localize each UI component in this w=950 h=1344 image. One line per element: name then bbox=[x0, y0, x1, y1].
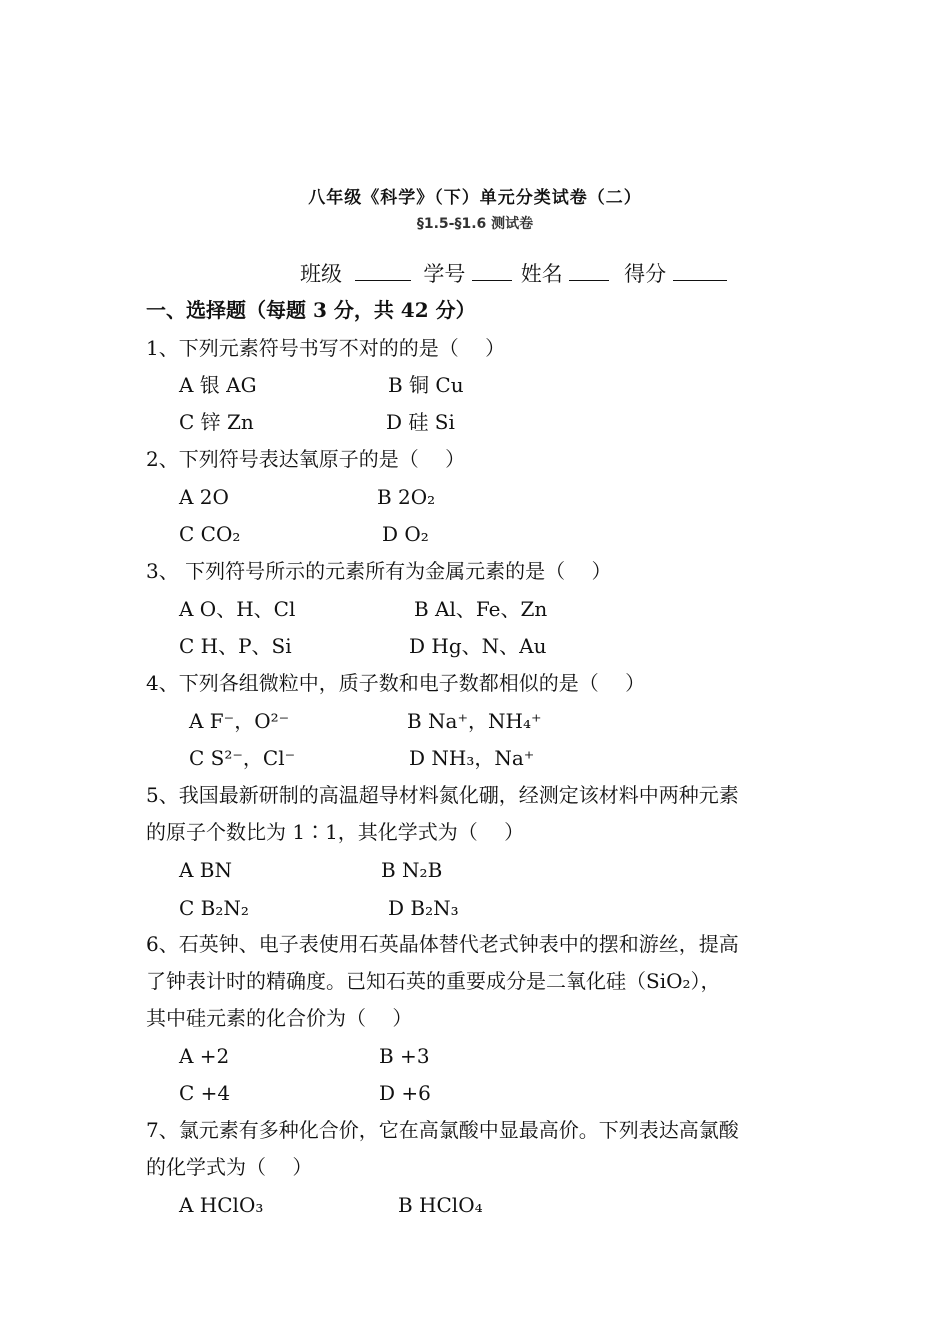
question-stem-cont: 的原子个数比为 1∶1，其化学式为（ ） bbox=[146, 820, 525, 844]
option-a: A 银 AG bbox=[179, 373, 257, 397]
id-blank[interactable] bbox=[472, 260, 512, 281]
option-c: C B₂N₂ bbox=[179, 896, 249, 920]
student-info-line bbox=[300, 258, 727, 288]
option-d: D +6 bbox=[379, 1081, 431, 1105]
question-stem: 6、石英钟、电子表使用石英晶体替代老式钟表中的摆和游丝，提高 bbox=[146, 932, 739, 956]
score-label: 得分 bbox=[624, 262, 667, 286]
question-stem: 2、下列符号表达氧原子的是（ ） bbox=[146, 447, 466, 471]
option-b: B +3 bbox=[379, 1044, 430, 1068]
id-label: 学号 bbox=[423, 262, 466, 286]
question-stem-cont: 其中硅元素的化合价为（ ） bbox=[146, 1006, 413, 1030]
question-stem: 4、下列各组微粒中，质子数和电子数都相似的是（ ） bbox=[146, 671, 646, 695]
exam-title: 八年级《科学》（下）单元分类试卷（二） bbox=[308, 188, 642, 208]
question-stem-cont: 的化学式为（ ） bbox=[146, 1155, 313, 1179]
option-d: D O₂ bbox=[382, 522, 429, 546]
option-c: C S²⁻，Cl⁻ bbox=[189, 746, 296, 770]
option-d: D 硅 Si bbox=[386, 410, 455, 434]
option-b: B Al、Fe、Zn bbox=[414, 597, 548, 621]
option-d: D Hg、N、Au bbox=[409, 634, 547, 658]
option-c: C 锌 Zn bbox=[179, 410, 254, 434]
class-blank[interactable] bbox=[355, 260, 411, 281]
name-blank[interactable] bbox=[569, 260, 609, 281]
option-a: A F⁻，O²⁻ bbox=[189, 709, 290, 733]
section-heading: 一、选择题（每题 3 分，共 42 分） bbox=[146, 298, 476, 322]
class-label: 班级 bbox=[300, 262, 342, 286]
option-c: C CO₂ bbox=[179, 522, 241, 546]
name-label: 姓名 bbox=[520, 262, 563, 286]
option-d: D NH₃，Na⁺ bbox=[409, 746, 535, 770]
option-b: B 2O₂ bbox=[377, 485, 436, 509]
option-d: D B₂N₃ bbox=[388, 896, 459, 920]
option-c: C +4 bbox=[179, 1081, 231, 1105]
option-a: A HClO₃ bbox=[179, 1193, 264, 1217]
option-b: B HClO₄ bbox=[398, 1193, 483, 1217]
option-a: A +2 bbox=[179, 1044, 230, 1068]
option-b: B Na⁺，NH₄⁺ bbox=[407, 709, 542, 733]
option-a: A O、H、Cl bbox=[179, 597, 296, 621]
option-a: A BN bbox=[179, 858, 232, 882]
question-stem: 7、氯元素有多种化合价，它在高氯酸中显最高价。下列表达高氯酸 bbox=[146, 1118, 739, 1142]
option-b: B 铜 Cu bbox=[388, 373, 464, 397]
option-c: C H、P、Si bbox=[179, 634, 292, 658]
score-blank[interactable] bbox=[673, 260, 727, 281]
option-b: B N₂B bbox=[381, 858, 443, 882]
question-stem: 1、下列元素符号书写不对的的是（ ） bbox=[146, 336, 506, 360]
question-stem: 5、我国最新研制的高温超导材料氮化硼，经测定该材料中两种元素 bbox=[146, 783, 739, 807]
option-a: A 2O bbox=[179, 485, 229, 509]
question-stem: 3、 下列符号所示的元素所有为金属元素的是（ ） bbox=[146, 559, 612, 583]
question-stem-cont: 了钟表计时的精确度。已知石英的重要成分是二氧化硅（SiO₂）， bbox=[146, 969, 721, 993]
exam-subtitle: §1.5-§1.6 测试卷 bbox=[416, 216, 534, 232]
